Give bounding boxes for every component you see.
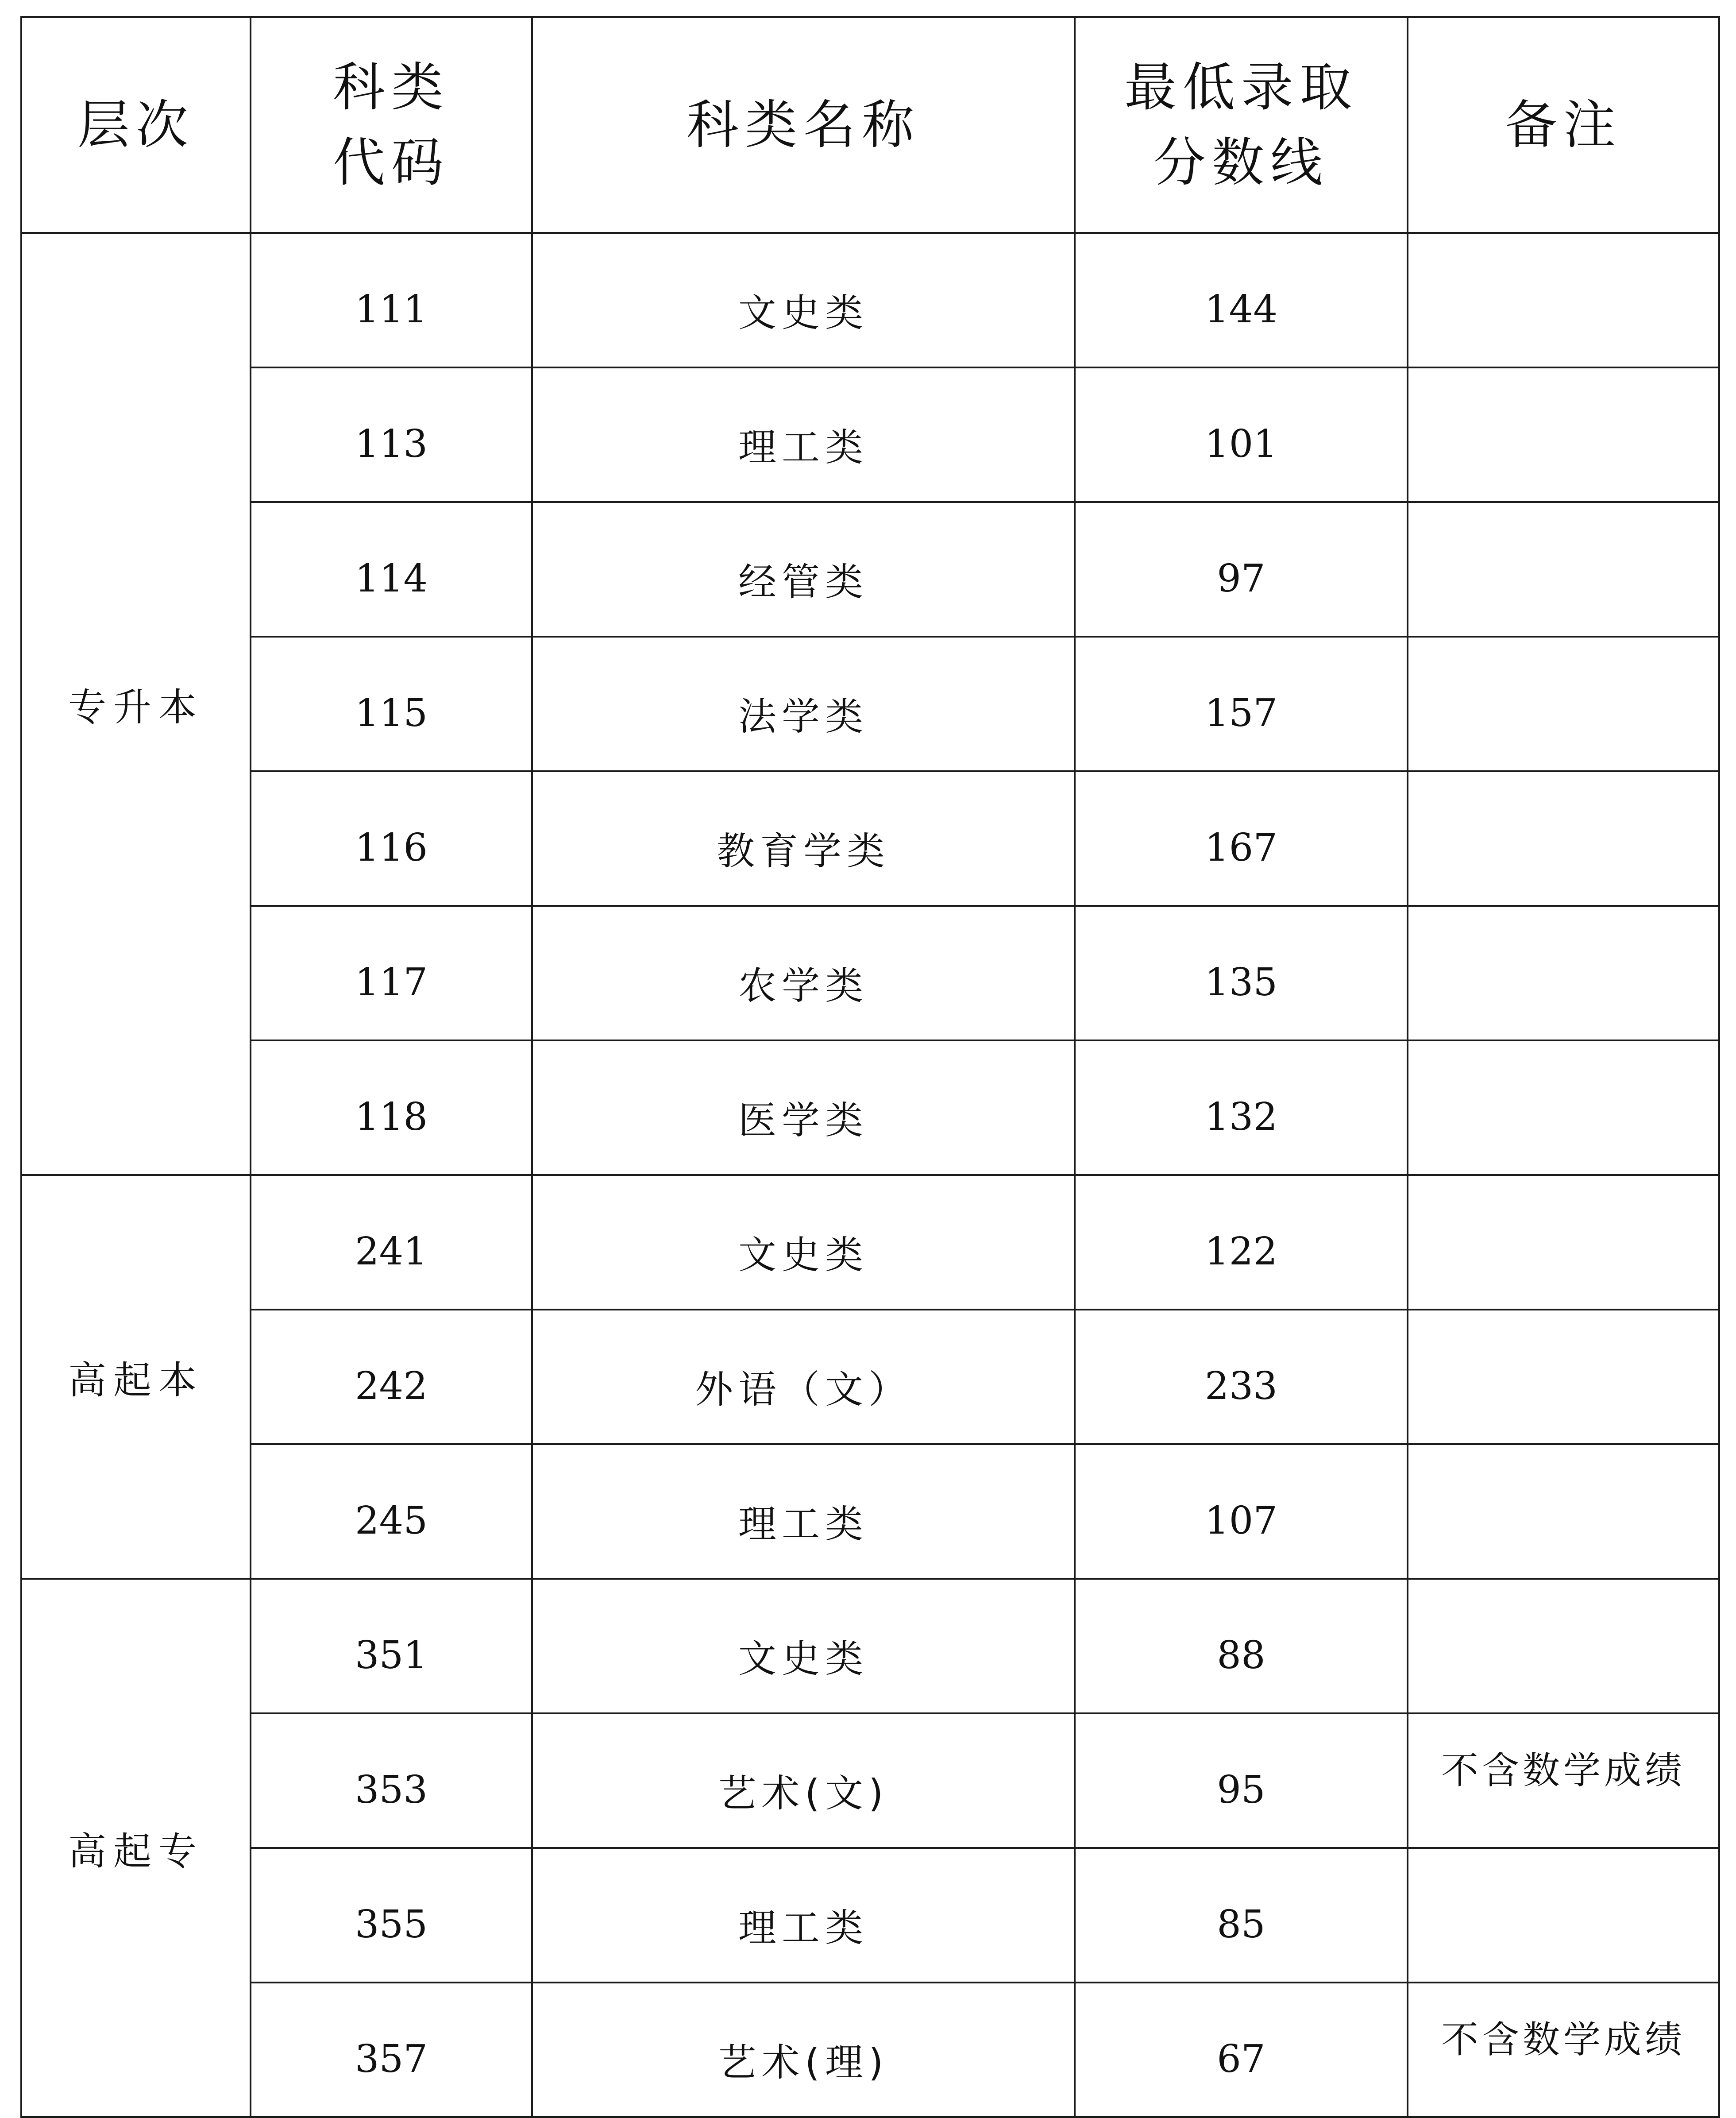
name-cell: 文史类 (532, 1579, 1075, 1713)
name-cell: 文史类 (532, 233, 1075, 367)
note-cell (1408, 1444, 1719, 1579)
score-cell: 132 (1075, 1040, 1408, 1175)
code-cell: 116 (251, 771, 532, 906)
score-cell: 67 (1075, 1983, 1408, 2117)
code-cell: 111 (251, 233, 532, 367)
note-cell (1408, 233, 1719, 367)
name-cell: 法学类 (532, 637, 1075, 771)
name-cell: 教育学类 (532, 771, 1075, 906)
table-row (21, 233, 1719, 367)
note-cell (1408, 1848, 1719, 1983)
table-row (21, 1040, 1719, 1175)
note-cell (1408, 1310, 1719, 1444)
score-cell: 157 (1075, 637, 1408, 771)
code-cell: 241 (251, 1175, 532, 1310)
header-note (1408, 17, 1719, 233)
header-code-line2: 代码 (332, 132, 450, 193)
header-level-label: 层次 (77, 94, 194, 155)
name-cell: 经管类 (532, 502, 1075, 637)
header-level (21, 17, 251, 233)
table-row (21, 771, 1719, 906)
code-cell: 114 (251, 502, 532, 637)
name-cell: 艺术(文) (532, 1713, 1075, 1848)
table-row (21, 1444, 1719, 1579)
note-cell (1408, 906, 1719, 1040)
score-cell: 135 (1075, 906, 1408, 1040)
score-cell: 167 (1075, 771, 1408, 906)
code-cell: 118 (251, 1040, 532, 1175)
code-cell: 355 (251, 1848, 532, 1983)
name-cell: 外语（文） (532, 1310, 1075, 1444)
header-score-line2: 分数线 (1153, 132, 1329, 193)
code-cell: 357 (251, 1983, 532, 2117)
name-cell: 理工类 (532, 1444, 1075, 1579)
note-cell (1408, 367, 1719, 502)
header-code-line1: 科类 (332, 57, 450, 118)
name-cell: 艺术(理) (532, 1983, 1075, 2117)
table-row (21, 1713, 1719, 1848)
header-note-label: 备注 (1505, 94, 1622, 155)
level-cell: 专升本 (21, 233, 251, 1175)
header-code (251, 17, 532, 233)
table-row (21, 1983, 1719, 2117)
note-cell (1408, 502, 1719, 637)
admission-score-table (20, 16, 1720, 2118)
name-cell: 文史类 (532, 1175, 1075, 1310)
note-cell (1408, 1040, 1719, 1175)
code-cell: 113 (251, 367, 532, 502)
score-cell: 101 (1075, 367, 1408, 502)
header-name-label: 科类名称 (686, 94, 920, 155)
note-cell: 不含数学成绩 (1408, 1983, 1719, 2117)
code-cell: 245 (251, 1444, 532, 1579)
note-cell: 不含数学成绩 (1408, 1713, 1719, 1848)
code-cell: 115 (251, 637, 532, 771)
table-row (21, 502, 1719, 637)
code-cell: 242 (251, 1310, 532, 1444)
score-cell: 107 (1075, 1444, 1408, 1579)
score-cell: 233 (1075, 1310, 1408, 1444)
table-row (21, 637, 1719, 771)
table-row (21, 1579, 1719, 1713)
table-row (21, 1310, 1719, 1444)
code-cell: 353 (251, 1713, 532, 1848)
code-cell: 117 (251, 906, 532, 1040)
score-cell: 144 (1075, 233, 1408, 367)
table-row (21, 906, 1719, 1040)
name-cell: 理工类 (532, 367, 1075, 502)
note-cell (1408, 1579, 1719, 1713)
score-cell: 97 (1075, 502, 1408, 637)
level-cell: 高起本 (21, 1175, 251, 1579)
table-row (21, 367, 1719, 502)
header-score (1075, 17, 1408, 233)
score-cell: 122 (1075, 1175, 1408, 1310)
name-cell: 农学类 (532, 906, 1075, 1040)
level-cell: 高起专 (21, 1579, 251, 2117)
code-cell: 351 (251, 1579, 532, 1713)
header-row (21, 17, 1719, 233)
score-cell: 95 (1075, 1713, 1408, 1848)
name-cell: 医学类 (532, 1040, 1075, 1175)
table-row (21, 1175, 1719, 1310)
note-cell (1408, 771, 1719, 906)
header-score-line1: 最低录取 (1124, 57, 1358, 118)
note-cell (1408, 637, 1719, 771)
score-cell: 85 (1075, 1848, 1408, 1983)
table-row (21, 1848, 1719, 1983)
name-cell: 理工类 (532, 1848, 1075, 1983)
score-cell: 88 (1075, 1579, 1408, 1713)
header-name (532, 17, 1075, 233)
note-cell (1408, 1175, 1719, 1310)
